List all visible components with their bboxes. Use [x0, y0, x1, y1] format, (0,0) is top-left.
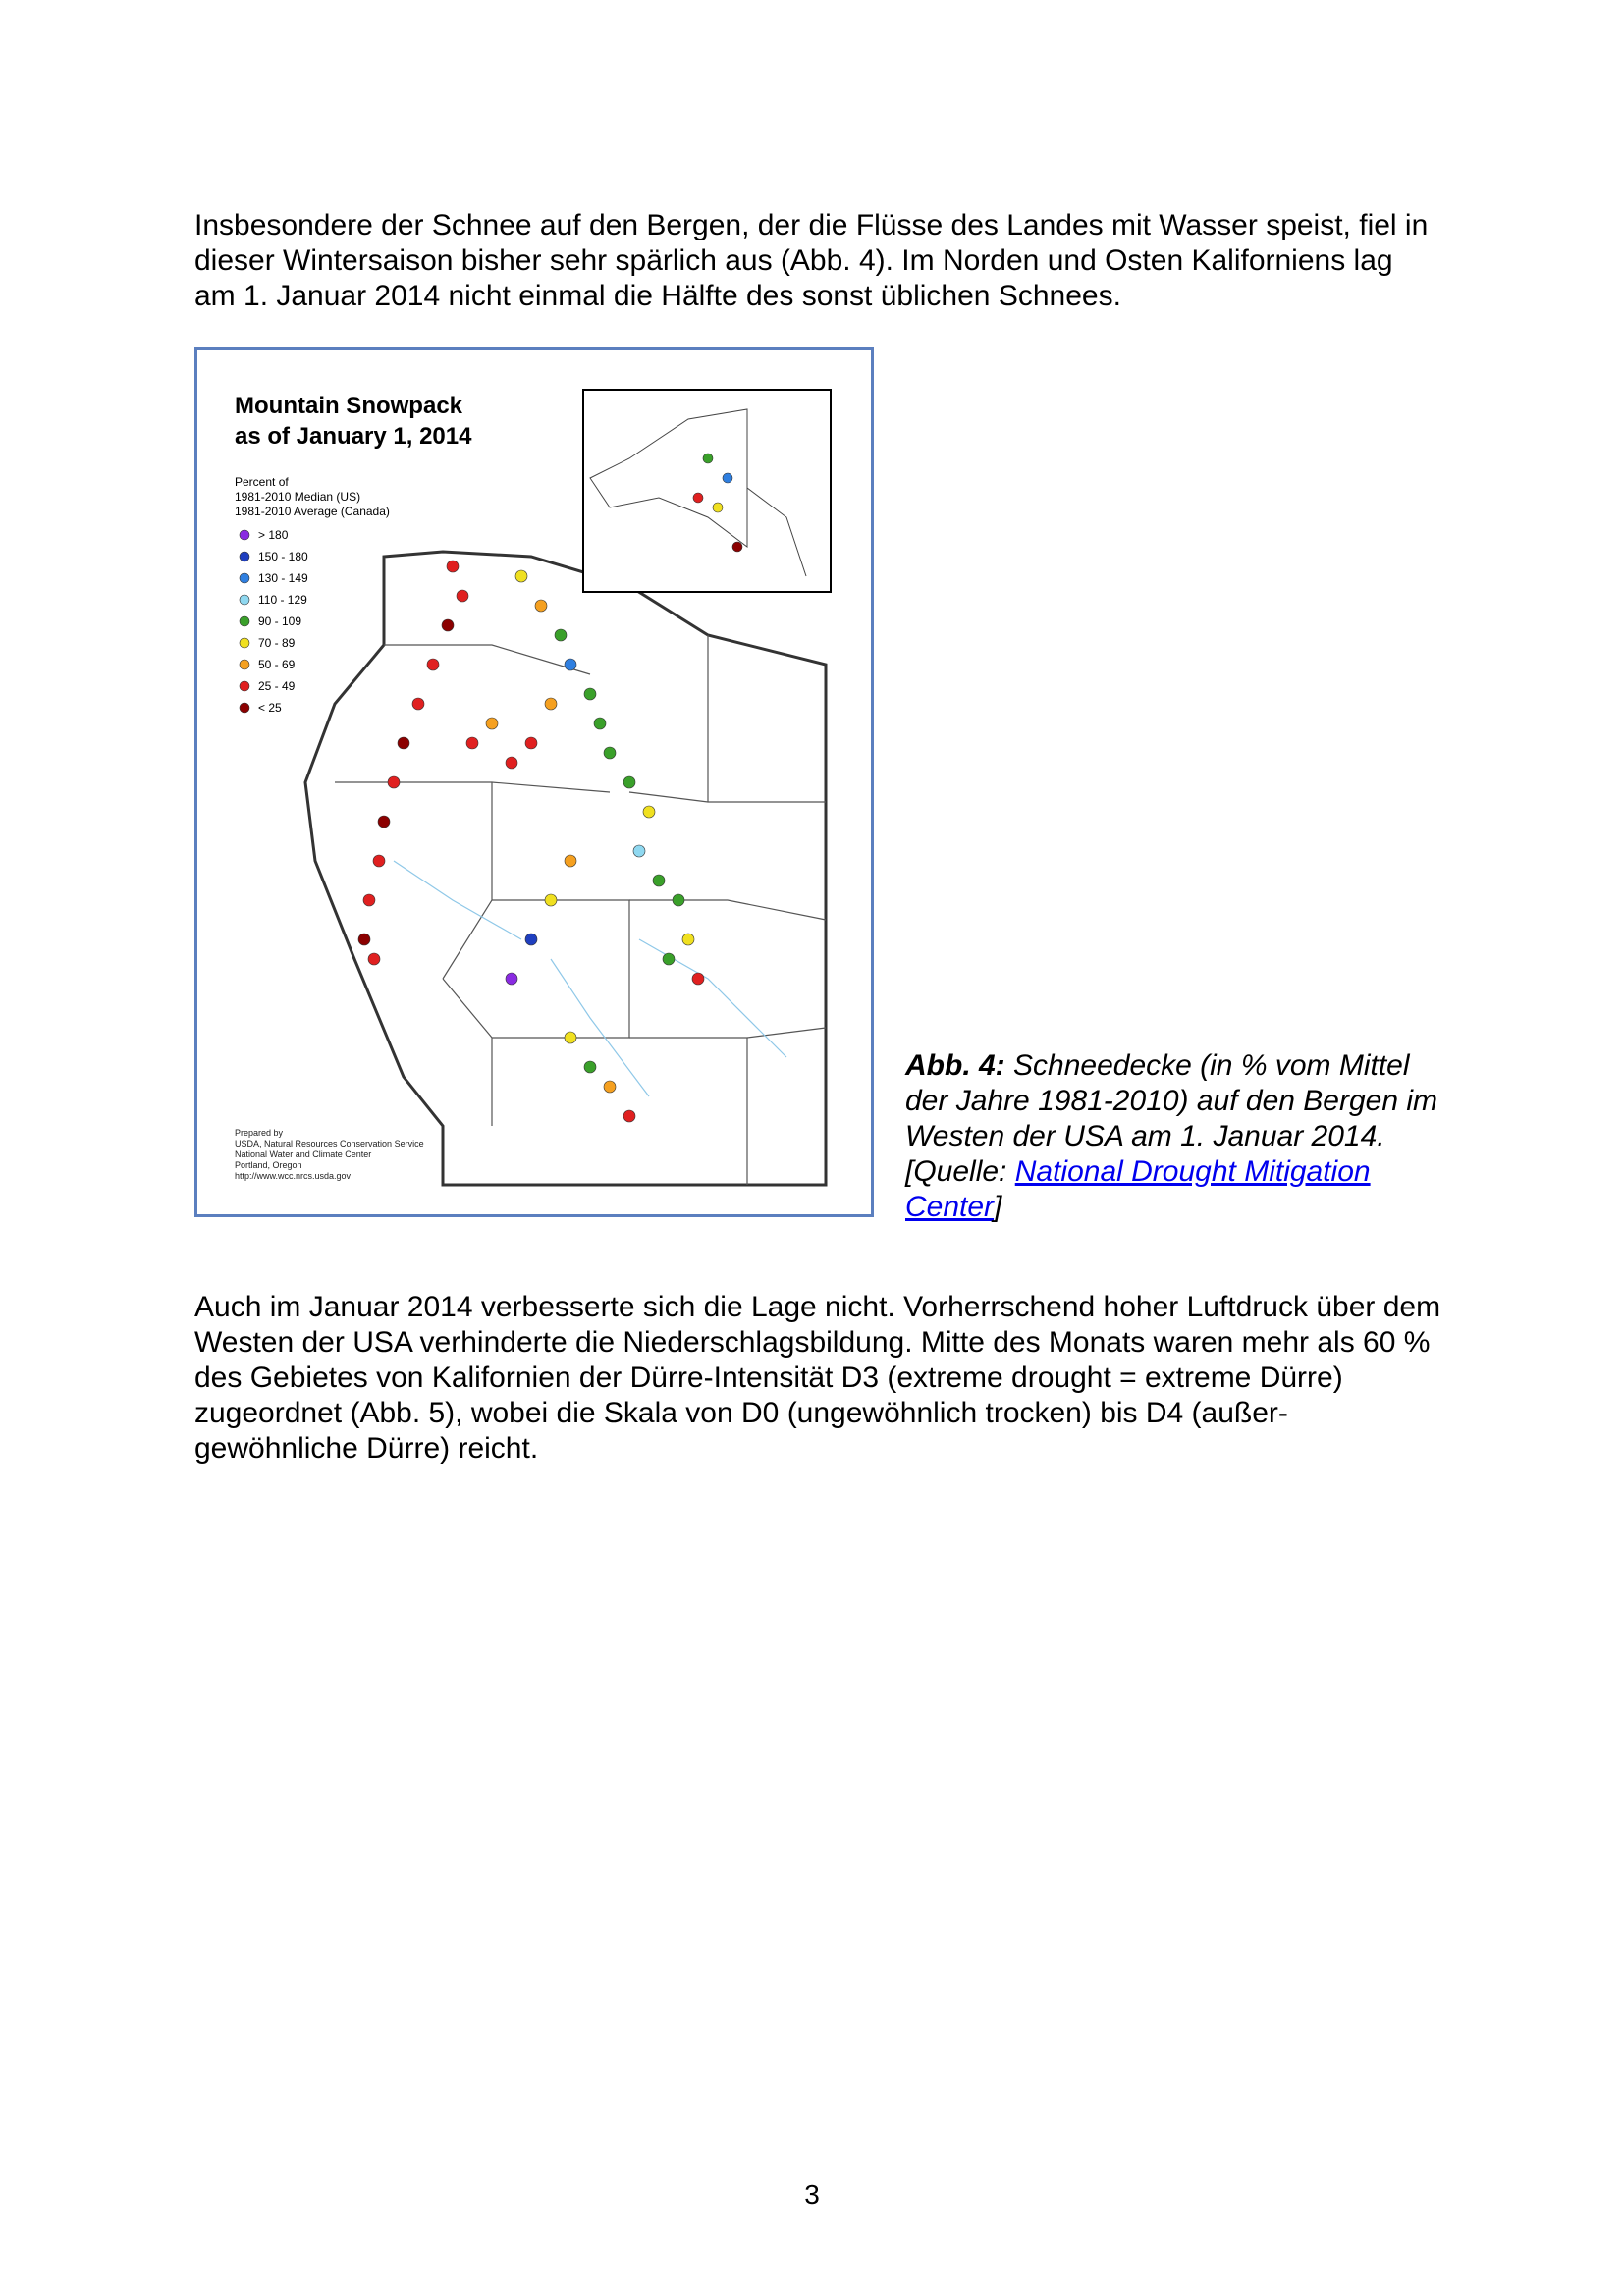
- legend-swatch: [240, 660, 249, 669]
- legend-heading-1: Percent of: [235, 475, 289, 489]
- legend-label: 25 - 49: [258, 679, 296, 693]
- legend-swatch: [240, 595, 249, 605]
- page-number: 3: [804, 2179, 820, 2210]
- caption-end: ]: [994, 1191, 1002, 1223]
- legend-swatch: [240, 616, 249, 626]
- legend-heading-2: 1981-2010 Median (US): [235, 490, 361, 504]
- legend-swatch: [240, 530, 249, 540]
- map-legend: [240, 528, 308, 715]
- figure-caption: [905, 1048, 1455, 1225]
- map-title-line2: as of January 1, 2014: [235, 423, 472, 450]
- legend-label: 90 - 109: [258, 614, 302, 628]
- legend-label: 130 - 149: [258, 571, 308, 585]
- credit-line-5: http://www.wcc.nrcs.usda.gov: [235, 1171, 352, 1181]
- credit-line-1: Prepared by: [235, 1128, 284, 1138]
- legend-label: 150 - 180: [258, 550, 308, 563]
- legend-label: 50 - 69: [258, 658, 296, 671]
- credit-line-4: Portland, Oregon: [235, 1160, 302, 1170]
- legend-label: 110 - 129: [258, 593, 307, 607]
- snowpack-map: [197, 350, 871, 1214]
- legend-swatch: [240, 638, 249, 648]
- paragraph-drought: Auch im Januar 2014 verbesserte sich die Lage nicht. Vorherrschend hoher Luftdruck über dem Westen der USA verhinderte die Niederschlagsbildung. Mitte des Monats waren mehr als 60 % des Gebietes von Kalifornien der Dürre-Intensität D3 (extreme drought = extreme Dürre) zugeordnet (Abb. 5), wobei die Skala von D0 (ungewöhnlich trocken) bis D4 (außer-gewöhnliche Dürre) reicht.: [194, 1291, 1441, 1465]
- legend-swatch: [240, 573, 249, 583]
- alaska-inset: [583, 390, 831, 592]
- legend-swatch: [240, 552, 249, 561]
- snowpack-map-figure: [194, 347, 874, 1217]
- legend-heading-3: 1981-2010 Average (Canada): [235, 505, 390, 518]
- legend-label: > 180: [258, 528, 289, 542]
- credit-line-3: National Water and Climate Center: [235, 1149, 372, 1159]
- legend-label: < 25: [258, 701, 282, 715]
- paragraph-intro: Insbesondere der Schnee auf den Bergen, der die Flüsse des Landes mit Wasser speist, fiel in dieser Wintersaison bisher sehr spärlich aus (Abb. 4). Im Norden und Osten Kaliforniens lag am 1. Januar 2014 nicht einmal die Hälfte des sonst üblichen Schnees.: [194, 209, 1429, 312]
- map-base: [305, 552, 826, 1185]
- caption-label: Abb. 4:: [905, 1049, 1005, 1082]
- legend-swatch: [240, 681, 249, 691]
- caption-text: Schneedecke (in % vom Mittel der Jahre 1981-2010) auf den Bergen im Westen der USA am 1. Januar 2014. [Quelle:: [905, 1049, 1438, 1188]
- credit-line-2: USDA, Natural Resources Conservation Service: [235, 1139, 424, 1148]
- source-link[interactable]: National Drought Mitigation Center: [905, 1155, 1371, 1223]
- legend-label: 70 - 89: [258, 636, 296, 650]
- legend-swatch: [240, 703, 249, 713]
- map-title-line1: Mountain Snowpack: [235, 393, 463, 419]
